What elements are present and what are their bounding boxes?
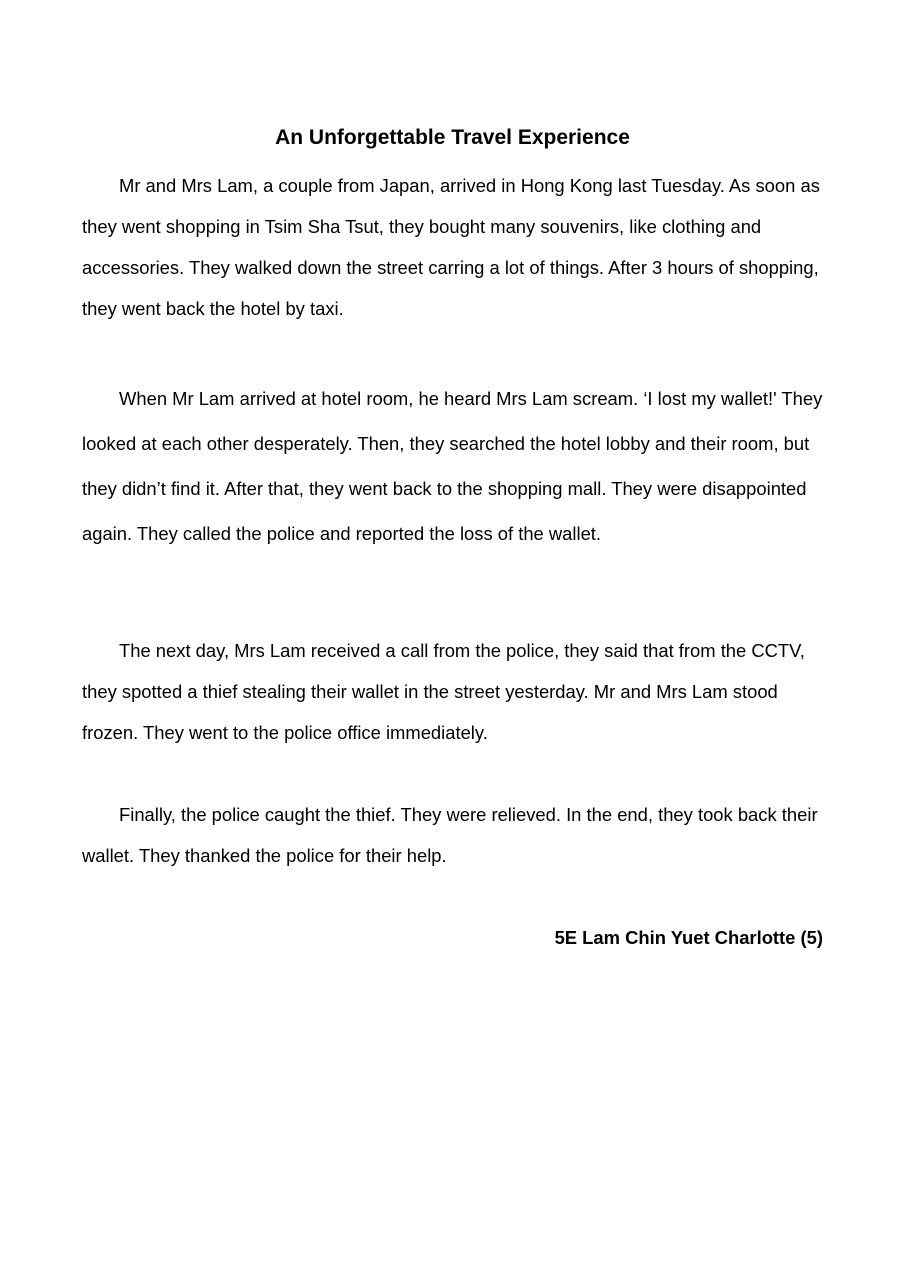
paragraph-lost-wallet: When Mr Lam arrived at hotel room, he heard Mrs Lam scream. ‘I lost my wallet!' They looked at each other desperately. Then, they searched the hotel lobby and their room, but they didn’t find it. After that, they went back to the shopping mall. They were disappointed again. They called the police and reported the loss of the wallet. xyxy=(82,388,823,544)
author-signature: 5E Lam Chin Yuet Charlotte (5) xyxy=(554,927,823,948)
paragraph-police-call: The next day, Mrs Lam received a call from the police, they said that from the CCTV, they spotted a thief stealing their wallet in the street yesterday. Mr and Mrs Lam stood frozen. They went to the police office immediately. xyxy=(82,640,805,743)
paragraph-arrival-shopping: Mr and Mrs Lam, a couple from Japan, arrived in Hong Kong last Tuesday. As soon as they went shopping in Tsim Sha Tsut, they bought many souvenirs, like clothing and accessories. They walked down the street carring a lot of things. After 3 hours of shopping, they went back the hotel by taxi. xyxy=(82,175,820,319)
paragraph-ending: Finally, the police caught the thief. They were relieved. In the end, they took back their wallet. They thanked the police for their help. xyxy=(82,804,818,866)
document-title: An Unforgettable Travel Experience xyxy=(275,126,630,149)
